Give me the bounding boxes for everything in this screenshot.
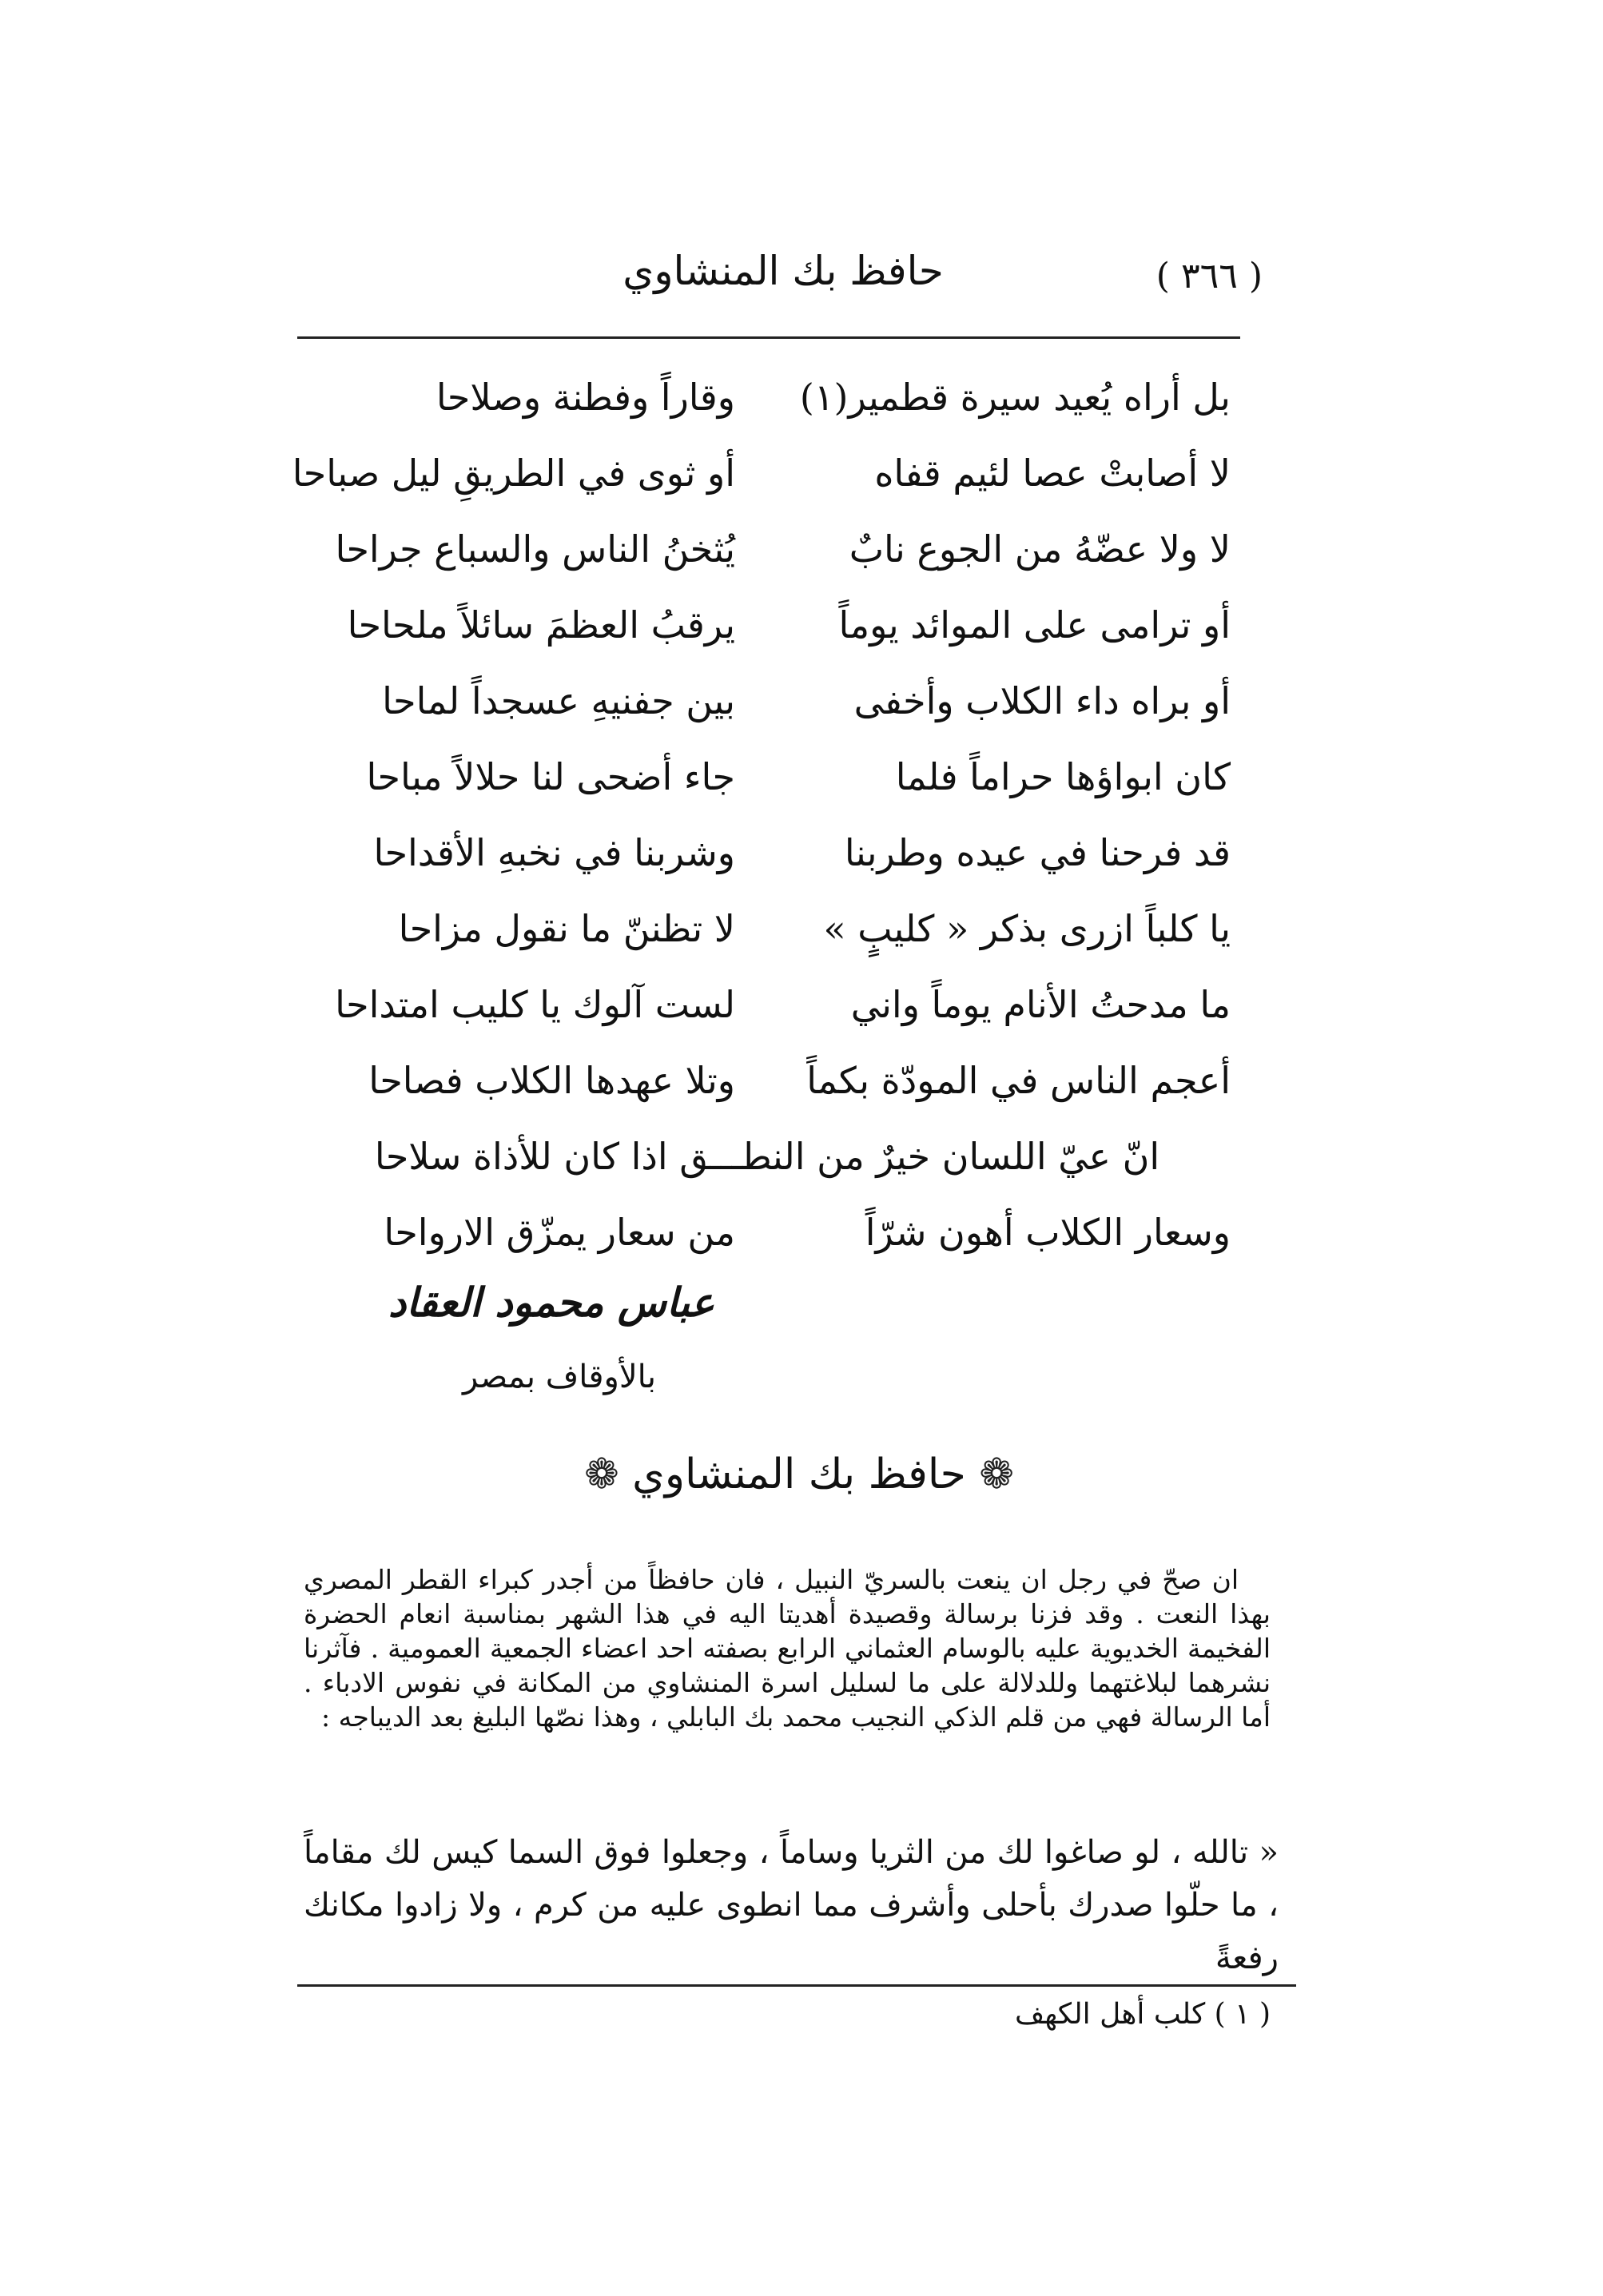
verse: [304, 663, 1231, 739]
verse-second-hemistich: وتلا عهدها الكلاب فصاحا: [368, 1059, 735, 1102]
poem: [292, 360, 1231, 1271]
verse-first-hemistich: بل أراه يُعيد سيرة قطمير(١): [799, 376, 1231, 419]
verse: [304, 967, 1231, 1043]
verse-first-hemistich: لا أصابتْ عصا لئيم قفاه: [874, 452, 1231, 495]
verse-second-hemistich: لست آلوك يا كليب امتداحا: [335, 983, 735, 1026]
page-number: ( ٣٦٦ ): [1156, 256, 1263, 296]
verse-first-hemistich: أو براه داء الكلاب وأخفى: [853, 679, 1231, 722]
section-heading: [519, 1450, 1079, 1498]
section-title: حافظ بك المنشاوي: [632, 1450, 966, 1498]
verse-second-hemistich: يرقبُ العظمَ سائلاً ملحاحا: [347, 603, 735, 647]
author-affiliation: بالأوقاف بمصر: [463, 1359, 656, 1395]
ornament-icon: ❁: [584, 1450, 619, 1498]
verse-second-hemistich: وشربنا في نخبهِ الأقداحا: [373, 831, 735, 874]
verse-first-hemistich: يا كلباً ازرى بذكر « كليبٍ »: [823, 907, 1231, 950]
author-signature: عباس محمود العقاد: [388, 1279, 715, 1326]
verse: [304, 587, 1231, 663]
verse-second-hemistich: لا تظننّ ما نقول مزاحا: [398, 907, 735, 950]
verse-first-hemistich: لا ولا عضّهُ من الجوع نابٌ: [849, 527, 1231, 571]
verse-second-hemistich: جاء أضحى لنا حلالاً مباحا: [366, 755, 735, 798]
verse-first-hemistich: أعجم الناس في المودّة بكماً: [806, 1059, 1231, 1102]
verse: [304, 891, 1231, 967]
footnote-rule: [297, 1984, 1296, 1987]
intro-paragraph: [304, 1562, 1271, 1734]
verse-second-hemistich: أو ثوى في الطريقِ ليل صباحا: [292, 452, 735, 495]
ornament-icon: ❁: [979, 1450, 1014, 1498]
running-head: [304, 248, 1263, 328]
footnote: ( ١ ) كلب أهل الكهف: [1014, 1998, 1271, 2031]
verse: [304, 511, 1231, 587]
paragraph-text: ان صحّ في رجل ان ينعت بالسريّ النبيل ، فان حافظاً من أجدر كبراء القطر المصري بهذا النعت . وقد فزنا برسالة وقصيدة أهديتا اليه في هذا الشهر بمناسبة انعام الحضرة الفخيمة الخديوية عليه بالوسام العثماني الرابع بصفته احد اعضاء الجمعية العمومية . فآثرنا نشرهما لبلاغتهما وللدلالة على ما لسليل اسرة المنشاوي من المكانة في نفوس الادباء . أما الرسالة فهي من قلم الذكي النجيب محمد بك البابلي ، وهذا نصّها البليغ بعد الديباجه :: [304, 1564, 1271, 1733]
verse: [304, 815, 1231, 891]
verse-second-hemistich: يُثخنُ الناس والسباع جراحا: [335, 527, 735, 571]
quote-text: « تالله ، لو صاغوا لك من الثريا وساماً ، وجعلوا فوق السما كيس لك مقاماً ، ما حلّوا صدرك بأحلى وأشرف مما انطوى عليه من كرم ، ولا زادوا مكانك رفعةً: [304, 1834, 1279, 1976]
verse: [292, 436, 1231, 511]
running-title: حافظ بك المنشاوي: [623, 248, 944, 294]
verse-joined: [304, 1119, 1231, 1195]
verse-first-hemistich: قد فرحنا في عيده وطربنا: [844, 831, 1231, 874]
letter-quote: [304, 1826, 1279, 1984]
verse-first-hemistich: وسعار الكلاب أهون شرّاً: [865, 1211, 1231, 1254]
verse-first-hemistich: كان ابواؤها حراماً فلما: [895, 755, 1231, 798]
verse-second-hemistich: من سعار يمزّق الارواحا: [384, 1211, 735, 1254]
verse-first-hemistich: ما مدحتُ الأنام يوماً واني: [850, 983, 1231, 1026]
verse: [304, 360, 1231, 436]
verse: [304, 1195, 1231, 1271]
verse-second-hemistich: وقاراً وفطنة وصلاحا: [436, 376, 735, 419]
verse-full-line: انّ عيّ اللسان خيرٌ من النطـــق اذا كان للأذاة سلاحا: [374, 1135, 1160, 1178]
verse-first-hemistich: أو ترامى على الموائد يوماً: [838, 603, 1231, 647]
verse: [304, 1043, 1231, 1119]
verse: [304, 739, 1231, 815]
verse-second-hemistich: بين جفنيهِ عسجداً لماحا: [382, 679, 735, 722]
header-rule: [297, 336, 1240, 339]
